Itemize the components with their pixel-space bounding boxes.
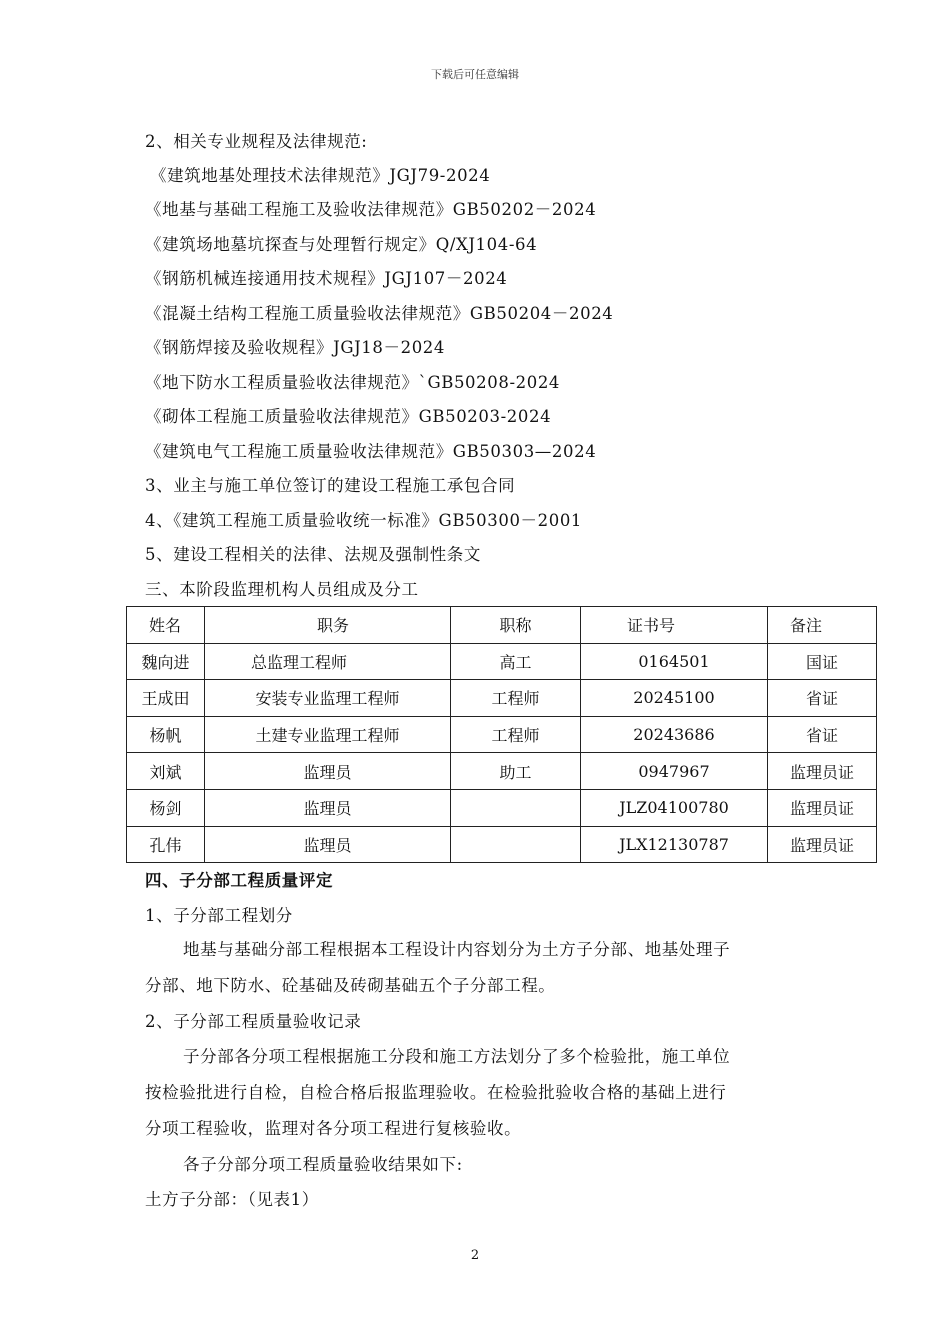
standard-item: 《混凝土结构工程施工质量验收法律规范》GB50204－2024: [145, 304, 614, 323]
list-item: 3、业主与施工单位签订的建设工程施工承包合同: [145, 476, 516, 495]
cell-certificate: 20243686: [581, 716, 768, 753]
standard-item: 《钢筋焊接及验收规程》JGJ18－2024: [145, 338, 445, 357]
cell-name: 杨剑: [127, 789, 205, 826]
section-title: 四、子分部工程质量评定: [145, 871, 334, 890]
standard-item: 《地基与基础工程施工及验收法律规范》GB50202－2024: [145, 200, 597, 219]
cell-remark: 监理员证: [768, 753, 877, 790]
subsection-title: 1、子分部工程划分: [145, 906, 293, 925]
cell-title: 助工: [451, 753, 581, 790]
cell-remark: 省证: [768, 716, 877, 753]
cell-position: 监理员: [205, 789, 451, 826]
header-remark: 备注: [768, 607, 877, 644]
header-name: 姓名: [127, 607, 205, 644]
section-title: 三、本阶段监理机构人员组成及分工: [145, 580, 419, 599]
cell-remark: 省证: [768, 680, 877, 717]
cell-name: 魏向进: [127, 643, 205, 680]
table-row: [127, 643, 877, 680]
standard-item: 《钢筋机械连接通用技术规程》JGJ107－2024: [145, 269, 508, 288]
staff-table: [126, 606, 877, 863]
paragraph-line: 各子分部分项工程质量验收结果如下:: [183, 1155, 463, 1174]
paragraph-line: 分部、地下防水、砼基础及砖砌基础五个子分部工程。: [145, 976, 556, 995]
cell-position: 监理员: [205, 826, 451, 863]
cell-remark: 监理员证: [768, 789, 877, 826]
cell-name: 杨帆: [127, 716, 205, 753]
cell-title: 高工: [451, 643, 581, 680]
cell-remark: 国证: [768, 643, 877, 680]
table-reference: 土方子分部：（见表1）: [145, 1190, 319, 1209]
cell-certificate: JLX12130787: [581, 826, 768, 863]
paragraph-line: 分项工程验收，监理对各分项工程进行复核验收。: [145, 1119, 522, 1138]
paragraph-line: 地基与基础分部工程根据本工程设计内容划分为土方子分部、地基处理子: [183, 940, 731, 959]
table-row: [127, 716, 877, 753]
standard-item: 《地下防水工程质量验收法律规范》`GB50208-2024: [145, 373, 561, 392]
paragraph-line: 子分部各分项工程根据施工分段和施工方法划分了多个检验批，施工单位: [183, 1047, 731, 1066]
cell-title: [451, 789, 581, 826]
cell-certificate: 20245100: [581, 680, 768, 717]
section-title: 2、相关专业规程及法律规范:: [145, 132, 368, 151]
cell-position: 监理员: [205, 753, 451, 790]
standard-item: 《建筑电气工程施工质量验收法律规范》GB50303—2024: [145, 442, 597, 461]
cell-position: 安装专业监理工程师: [205, 680, 451, 717]
table-row: [127, 789, 877, 826]
cell-title: 工程师: [451, 680, 581, 717]
standard-item: 《建筑场地墓坑探查与处理暂行规定》Q/XJ104-64: [145, 235, 538, 254]
paragraph-line: 按检验批进行自检，自检合格后报监理验收。在检验批验收合格的基础上进行: [145, 1083, 727, 1102]
table-row: [127, 753, 877, 790]
cell-name: 刘斌: [127, 753, 205, 790]
page-number: 2: [470, 1248, 480, 1263]
table-row: [127, 680, 877, 717]
table-header-row: [127, 607, 877, 644]
cell-name: 王成田: [127, 680, 205, 717]
standard-item: 《建筑地基处理技术法律规范》JGJ79-2024: [150, 166, 491, 185]
cell-certificate: 0164501: [581, 643, 768, 680]
header-title: 职称: [451, 607, 581, 644]
cell-position: 总监理工程师: [205, 643, 451, 680]
list-item: 4、《建筑工程施工质量验收统一标准》GB50300－2001: [145, 511, 583, 530]
cell-certificate: JLZ04100780: [581, 789, 768, 826]
subsection-title: 2、子分部工程质量验收记录: [145, 1012, 362, 1031]
cell-title: [451, 826, 581, 863]
cell-remark: 监理员证: [768, 826, 877, 863]
page-header: 下载后可任意编辑: [431, 68, 519, 81]
header-position: 职务: [205, 607, 451, 644]
cell-certificate: 0947967: [581, 753, 768, 790]
cell-title: 工程师: [451, 716, 581, 753]
list-item: 5、建设工程相关的法律、法规及强制性条文: [145, 545, 481, 564]
standard-item: 《砌体工程施工质量验收法律规范》GB50203-2024: [145, 407, 552, 426]
cell-position: 土建专业监理工程师: [205, 716, 451, 753]
header-certificate: 证书号: [581, 607, 768, 644]
table-row: [127, 826, 877, 863]
cell-name: 孔伟: [127, 826, 205, 863]
